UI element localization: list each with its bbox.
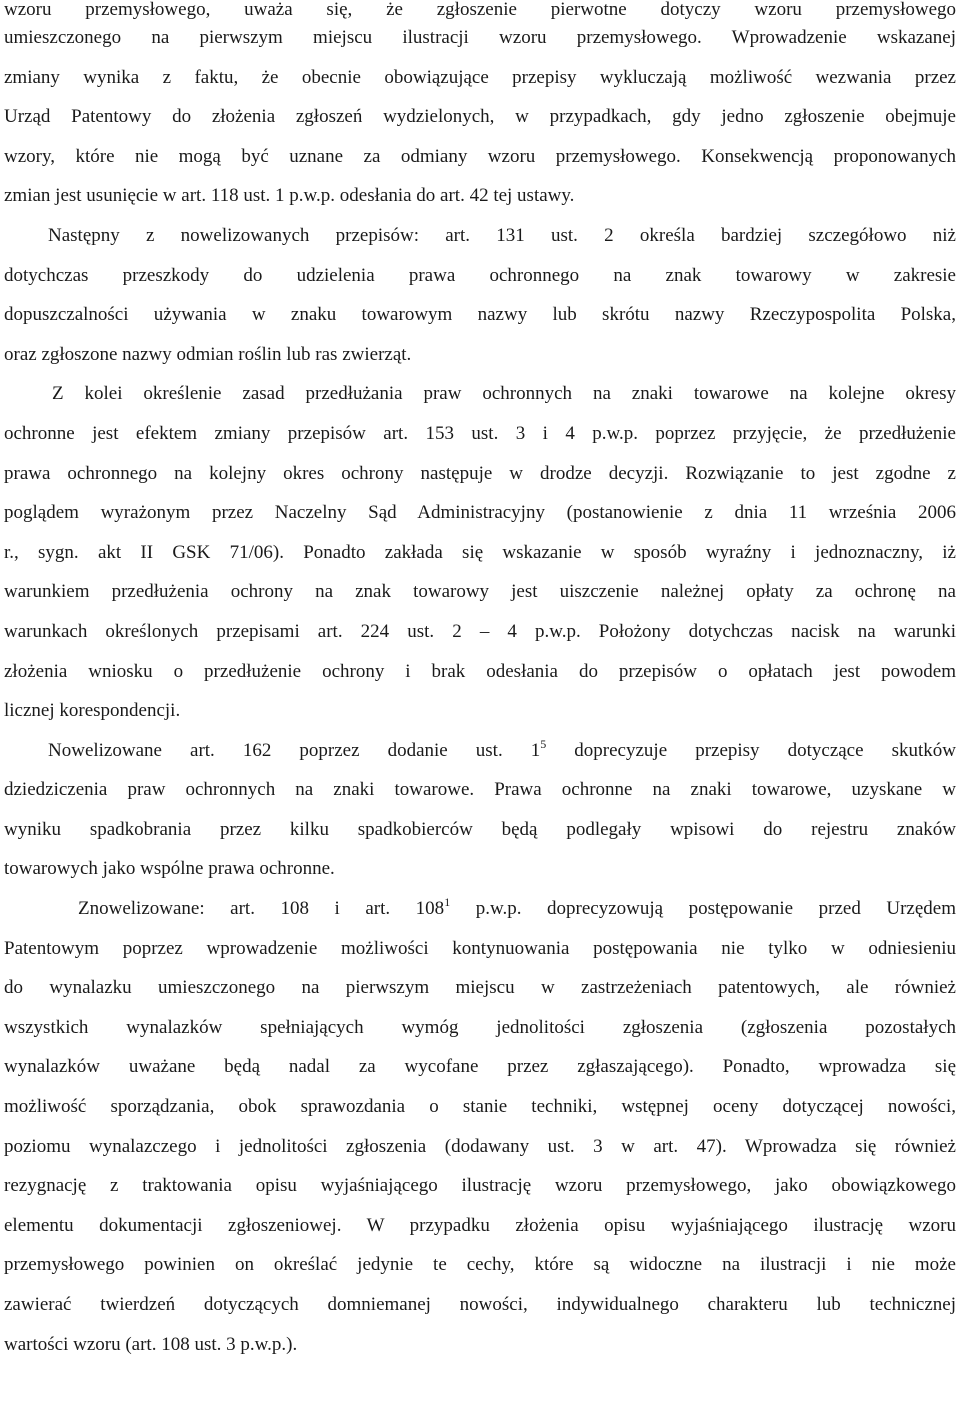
text-line: r., sygn. akt II GSK 71/06). Ponadto zakłada się wskazanie w sposób wyraźny i jednoznaczny, iż [4,541,956,563]
text-line: Urząd Patentowy do złożenia zgłoszeń wydzielonych, w przypadkach, gdy jedno zgłoszenie obejmuje [4,106,956,128]
text-line: umieszczonego na pierwszym miejscu ilustracji wzoru przemysłowego. Wprowadzenie wskazanej [4,27,956,48]
text-line: do wynalazku umieszczonego na pierwszym miejscu w zastrzeżeniach patentowych, ale również [4,977,956,999]
text-line: dotychczas przeszkody do udzielenia prawa ochronnego na znak towarowy w zakresie [4,264,956,286]
text-line: towarowych jako wspólne prawa ochronne. [4,858,335,880]
text-line: poziomu wynalazczego i jednolitości zgłoszenia (dodawany ust. 3 w art. 47). Wprowadza się również [4,1135,956,1157]
text-line: wyniku spadkobrania przez kilku spadkobierców będą podlegały wpisowi do rejestru znaków [4,818,956,840]
text-line: rezygnację z traktowania opisu wyjaśniającego ilustrację wzoru przemysłowego, jako obowiązkowego [4,1175,956,1197]
text-line: zmiany wynika z faktu, że obecnie obowiązujące przepisy wykluczają możliwość wezwania przez [4,66,956,88]
line-text-post: p.w.p. doprecyzowują postępowanie przed Urzędem [450,898,956,920]
text-line: prawa ochronnego na kolejny okres ochrony następuje w drodze decyzji. Rozwiązanie to jest zgodne z [4,462,956,484]
paragraph-2 [4,222,956,380]
text-line: dziedziczenia praw ochronnych na znaki towarowe. Prawa ochronne na znaki towarowe, uzyskane w [4,779,956,801]
paragraph-5 [4,895,956,1370]
text-line: warunkiem przedłużenia ochrony na znak towarowy jest uiszczenie należnej opłaty za ochronę na [4,581,956,603]
text-line: wzoru przemysłowego, uważa się, że zgłoszenie pierwotne dotyczy wzoru przemysłowego [4,0,956,20]
paragraph-3 [4,380,956,736]
text-line: poglądem wyrażonym przez Naczelny Sąd Administracyjny (postanowienie z dnia 11 września 2006 [4,502,956,524]
text-line: możliwość sporządzania, obok sprawozdania o stanie techniki, wstępnej oceny dotyczącej nowości, [4,1096,956,1118]
text-line: oraz zgłoszone nazwy odmian roślin lub ras zwierząt. [4,343,412,365]
line-text-pre: Nowelizowane art. 162 poprzez dodanie ust. 1 [48,739,541,761]
text-line: warunkach określonych przepisami art. 224 ust. 2 – 4 p.w.p. Położony dotychczas nacisk na warunki [4,620,956,642]
text-line: wynalazków uważane będą nadal za wycofane przez zgłaszającego). Ponadto, wprowadza się [4,1056,956,1078]
text-line: przemysłowego powinien on określać jedynie te cechy, które są widoczne na ilustracji i nie może [4,1254,956,1276]
text-line: złożenia wniosku o przedłużenie ochrony i brak odesłania do przepisów o opłatach jest powodem [4,660,956,682]
superscript: 1 [444,895,451,910]
text-line-with-superscript [4,737,956,777]
text-line: wszystkich wynalazków spełniających wymóg jednolitości zgłoszenia (zgłoszenia pozostałych [4,1016,956,1038]
text-line: wartości wzoru (art. 108 ust. 3 p.w.p.). [4,1333,298,1355]
text-line: wzory, które nie mogą być uznane za odmiany wzoru przemysłowego. Konsekwencją proponowanych [4,145,956,167]
text-line: ochronne jest efektem zmiany przepisów art. 153 ust. 3 i 4 p.w.p. poprzez przyjęcie, że przedłużenie [4,422,956,444]
paragraph-1 [4,0,956,222]
text-line: licznej korespondencji. [4,700,181,722]
line-text-post: doprecyzuje przepisy dotyczące skutków [546,739,956,761]
text-line: dopuszczalności używania w znaku towarowym nazwy lub skrótu nazwy Rzeczypospolita Polska, [4,304,956,326]
text-line: Następny z nowelizowanych przepisów: art. 131 ust. 2 określa bardziej szczegółowo niż [48,224,956,246]
text-line: elementu dokumentacji zgłoszeniowej. W przypadku złożenia opisu wyjaśniającego ilustrację wzoru [4,1214,956,1236]
line-text-pre: Znowelizowane: art. 108 i art. 108 [78,898,445,920]
text-line: Patentowym poprzez wprowadzenie możliwości kontynuowania postępowania nie tylko w odniesieniu [4,937,956,959]
text-line-with-superscript [4,895,956,935]
superscript: 5 [540,736,547,751]
paragraph-4 [4,737,956,895]
text-line: Z kolei określenie zasad przedłużania praw ochronnych na znaki towarowe na kolejne okresy [52,383,956,405]
text-line: zmian jest usunięcie w art. 118 ust. 1 p.w.p. odesłania do art. 42 tej ustawy. [4,185,575,207]
text-line: zawierać twierdzeń dotyczących domniemanej nowości, indywidualnego charakteru lub technicznej [4,1294,956,1315]
